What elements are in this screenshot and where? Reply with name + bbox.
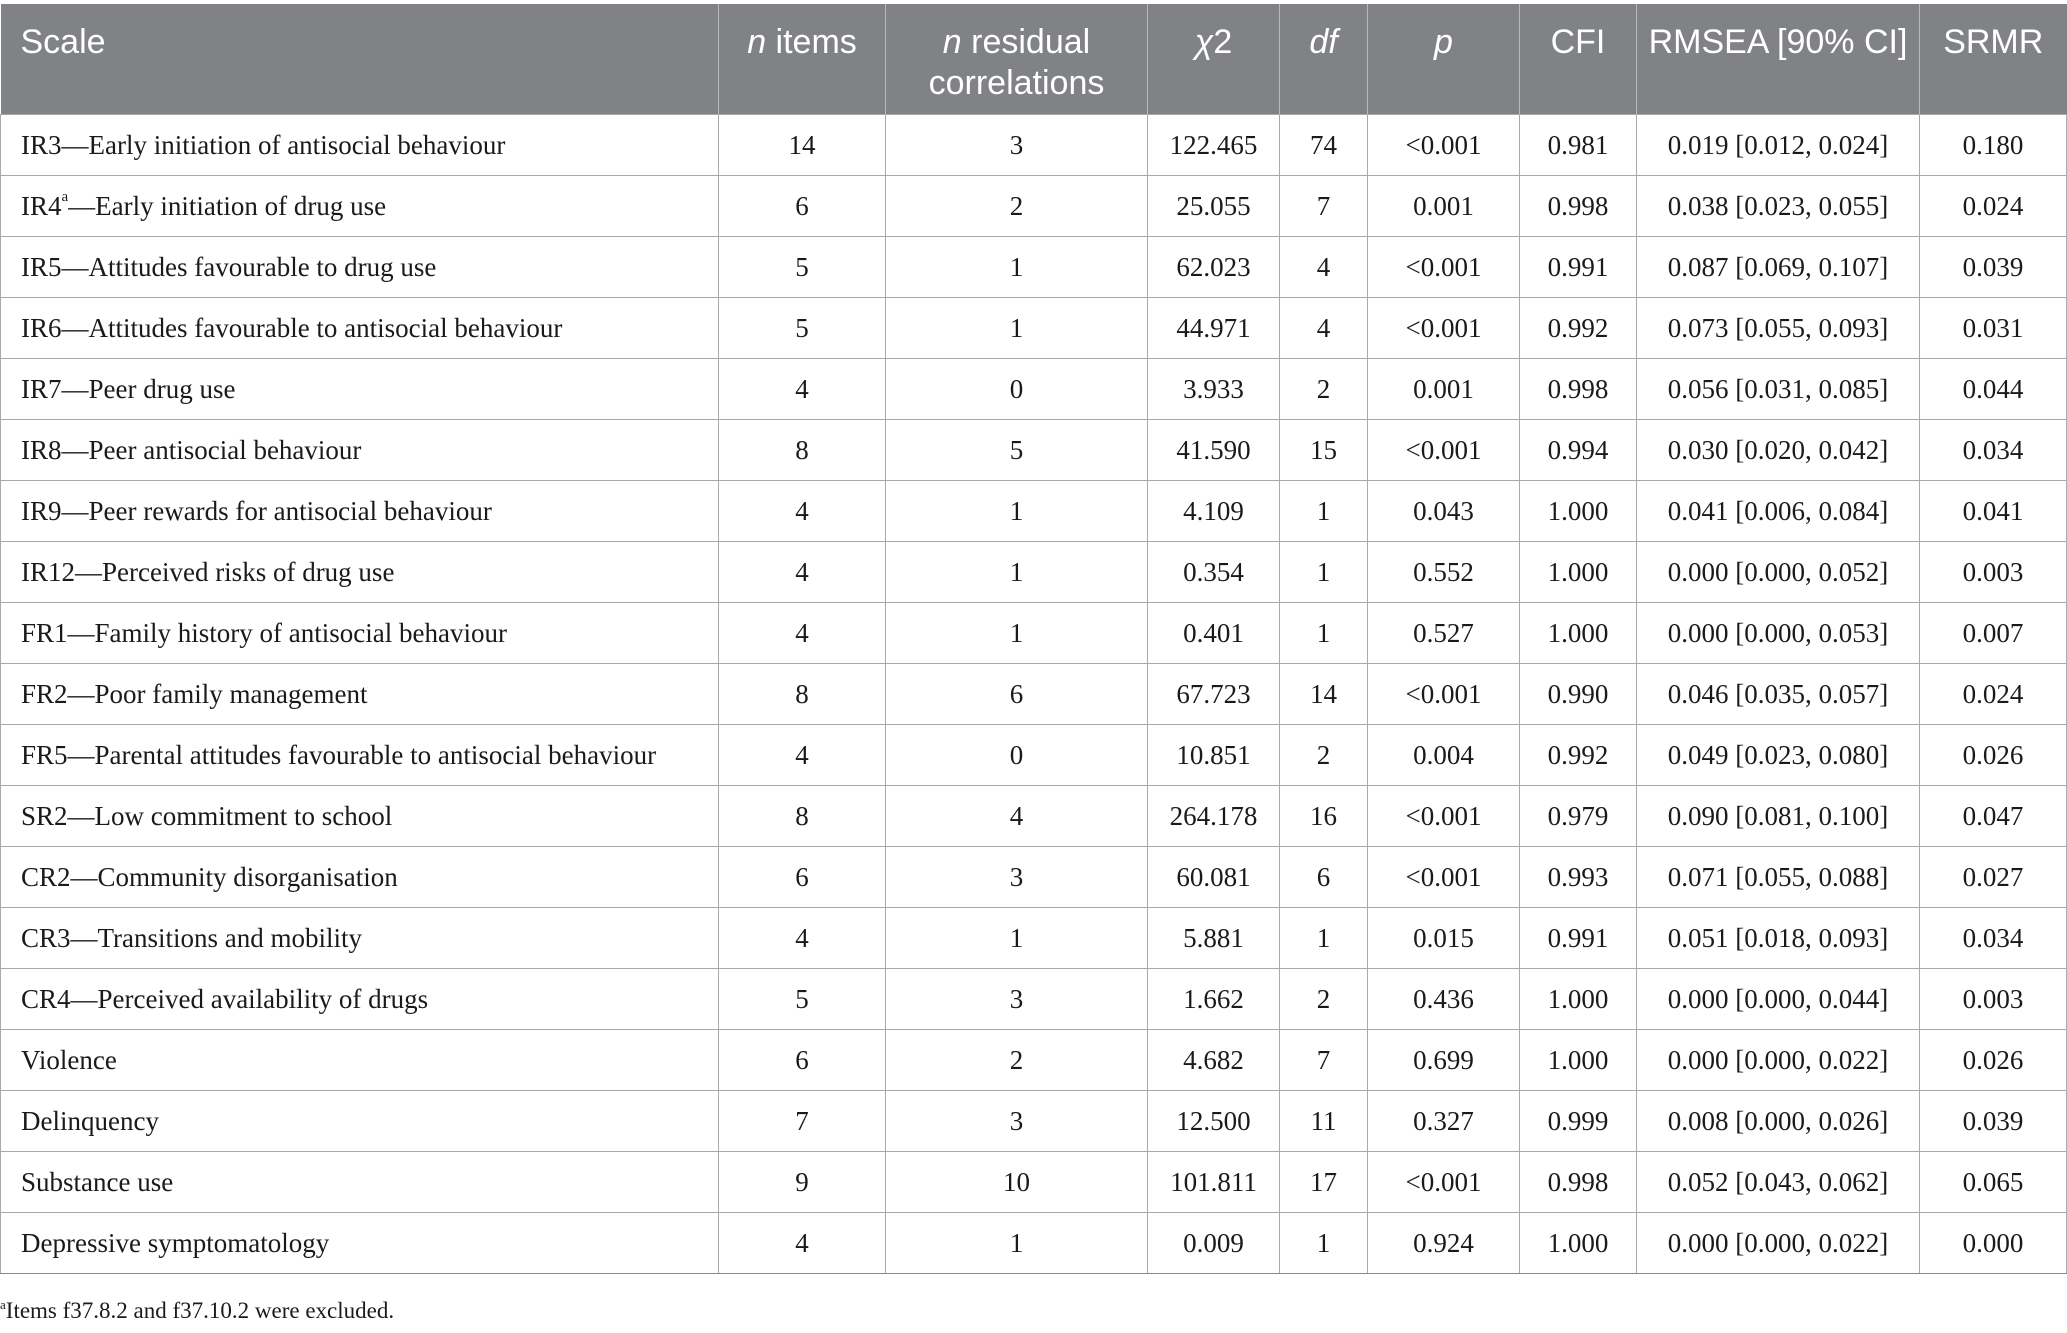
scale-name: Violence bbox=[21, 1044, 117, 1075]
table-row bbox=[1, 542, 2067, 603]
cell-p: <0.001 bbox=[1368, 664, 1520, 725]
header-row bbox=[1, 4, 2067, 115]
cell-srmr: 0.024 bbox=[1920, 176, 2067, 237]
footnote-marker: a bbox=[0, 1297, 6, 1312]
column-header-text: SRMR bbox=[1943, 23, 2044, 61]
scale-name: IR8—Peer antisocial behaviour bbox=[21, 434, 362, 465]
column-header-srmr bbox=[1920, 4, 2067, 115]
cell-df: 14 bbox=[1280, 664, 1368, 725]
cell-df: 1 bbox=[1280, 1213, 1368, 1274]
cell-chi2: 67.723 bbox=[1148, 664, 1280, 725]
column-header-italic: n bbox=[942, 23, 962, 61]
cell-srmr: 0.031 bbox=[1920, 298, 2067, 359]
cell-df: 7 bbox=[1280, 1030, 1368, 1091]
cell-n-resid: 1 bbox=[886, 481, 1148, 542]
scale-name: Substance use bbox=[21, 1166, 174, 1197]
cell-rmsea: 0.087 [0.069, 0.107] bbox=[1637, 237, 1920, 298]
column-header-text: items bbox=[766, 23, 857, 61]
cell-p: 0.327 bbox=[1368, 1091, 1520, 1152]
scale-name: FR5—Parental attitudes favourable to antisocial behaviour bbox=[21, 739, 657, 770]
cell-rmsea: 0.000 [0.000, 0.022] bbox=[1637, 1030, 1920, 1091]
cell-rmsea: 0.000 [0.000, 0.022] bbox=[1637, 1213, 1920, 1274]
cell-cfi: 0.999 bbox=[1520, 1091, 1637, 1152]
cell-p: <0.001 bbox=[1368, 420, 1520, 481]
cell-n-resid: 6 bbox=[886, 664, 1148, 725]
cell-cfi: 0.993 bbox=[1520, 847, 1637, 908]
cell-srmr: 0.047 bbox=[1920, 786, 2067, 847]
cell-n-items: 6 bbox=[719, 1030, 886, 1091]
cell-srmr: 0.026 bbox=[1920, 725, 2067, 786]
cell-p: <0.001 bbox=[1368, 786, 1520, 847]
cell-p: 0.015 bbox=[1368, 908, 1520, 969]
cell-df: 2 bbox=[1280, 969, 1368, 1030]
cell-cfi: 0.979 bbox=[1520, 786, 1637, 847]
table-footnote bbox=[0, 1298, 394, 1324]
cell-rmsea: 0.073 [0.055, 0.093] bbox=[1637, 298, 1920, 359]
table-row bbox=[1, 847, 2067, 908]
cell-rmsea: 0.056 [0.031, 0.085] bbox=[1637, 359, 1920, 420]
scale-name: SR2—Low commitment to school bbox=[21, 800, 393, 831]
scale-name: IR3—Early initiation of antisocial behaviour bbox=[21, 129, 506, 160]
table-row bbox=[1, 969, 2067, 1030]
cell-n-resid: 1 bbox=[886, 603, 1148, 664]
cell-df: 4 bbox=[1280, 298, 1368, 359]
column-header-df bbox=[1280, 4, 1368, 115]
cell-scale bbox=[1, 420, 719, 481]
cell-n-items: 7 bbox=[719, 1091, 886, 1152]
cell-p: 0.527 bbox=[1368, 603, 1520, 664]
cell-srmr: 0.039 bbox=[1920, 1091, 2067, 1152]
cell-cfi: 0.981 bbox=[1520, 115, 1637, 176]
cell-scale bbox=[1, 481, 719, 542]
table-row bbox=[1, 725, 2067, 786]
cell-scale bbox=[1, 542, 719, 603]
table-row bbox=[1, 908, 2067, 969]
table-row bbox=[1, 176, 2067, 237]
scale-name: FR1—Family history of antisocial behaviour bbox=[21, 617, 507, 648]
cell-srmr: 0.024 bbox=[1920, 664, 2067, 725]
cell-scale bbox=[1, 115, 719, 176]
scale-name: IR12—Perceived risks of drug use bbox=[21, 556, 395, 587]
scale-name: Delinquency bbox=[21, 1105, 159, 1136]
table-row bbox=[1, 664, 2067, 725]
column-header-n_items bbox=[719, 4, 886, 115]
scale-name: IR9—Peer rewards for antisocial behaviour bbox=[21, 495, 492, 526]
cell-n-resid: 3 bbox=[886, 969, 1148, 1030]
cell-scale bbox=[1, 359, 719, 420]
cell-n-resid: 0 bbox=[886, 725, 1148, 786]
cell-srmr: 0.180 bbox=[1920, 115, 2067, 176]
cell-chi2: 122.465 bbox=[1148, 115, 1280, 176]
cell-cfi: 0.998 bbox=[1520, 1152, 1637, 1213]
cell-p: 0.436 bbox=[1368, 969, 1520, 1030]
cell-chi2: 3.933 bbox=[1148, 359, 1280, 420]
cell-cfi: 1.000 bbox=[1520, 481, 1637, 542]
model-fit-table bbox=[0, 4, 2067, 1274]
cell-n-items: 6 bbox=[719, 176, 886, 237]
scale-name: IR5—Attitudes favourable to drug use bbox=[21, 251, 437, 282]
cell-n-items: 9 bbox=[719, 1152, 886, 1213]
cell-p: 0.001 bbox=[1368, 176, 1520, 237]
cell-cfi: 0.991 bbox=[1520, 908, 1637, 969]
column-header-p bbox=[1368, 4, 1520, 115]
cell-srmr: 0.034 bbox=[1920, 420, 2067, 481]
cell-chi2: 62.023 bbox=[1148, 237, 1280, 298]
cell-n-items: 4 bbox=[719, 542, 886, 603]
cell-srmr: 0.044 bbox=[1920, 359, 2067, 420]
cell-srmr: 0.027 bbox=[1920, 847, 2067, 908]
scale-name: IR7—Peer drug use bbox=[21, 373, 236, 404]
cell-chi2: 12.500 bbox=[1148, 1091, 1280, 1152]
cell-scale bbox=[1, 603, 719, 664]
cell-df: 1 bbox=[1280, 542, 1368, 603]
cell-df: 1 bbox=[1280, 481, 1368, 542]
cell-p: 0.004 bbox=[1368, 725, 1520, 786]
column-header-text: CFI bbox=[1550, 23, 1606, 61]
cell-srmr: 0.000 bbox=[1920, 1213, 2067, 1274]
cell-p: <0.001 bbox=[1368, 298, 1520, 359]
column-header-italic: p bbox=[1434, 23, 1453, 61]
cell-n-items: 5 bbox=[719, 969, 886, 1030]
cell-chi2: 1.662 bbox=[1148, 969, 1280, 1030]
cell-rmsea: 0.030 [0.020, 0.042] bbox=[1637, 420, 1920, 481]
cell-df: 15 bbox=[1280, 420, 1368, 481]
cell-n-items: 8 bbox=[719, 786, 886, 847]
cell-rmsea: 0.000 [0.000, 0.053] bbox=[1637, 603, 1920, 664]
cell-cfi: 1.000 bbox=[1520, 969, 1637, 1030]
cell-srmr: 0.039 bbox=[1920, 237, 2067, 298]
column-header-text: residual correlations bbox=[928, 23, 1105, 102]
scale-name-rest: —Early initiation of drug use bbox=[68, 190, 387, 221]
column-header-italic: χ bbox=[1194, 23, 1214, 61]
table-row bbox=[1, 1030, 2067, 1091]
table-row bbox=[1, 1152, 2067, 1213]
column-header-cfi bbox=[1520, 4, 1637, 115]
cell-chi2: 10.851 bbox=[1148, 725, 1280, 786]
cell-p: <0.001 bbox=[1368, 1152, 1520, 1213]
cell-n-resid: 3 bbox=[886, 847, 1148, 908]
cell-scale bbox=[1, 1213, 719, 1274]
cell-n-resid: 4 bbox=[886, 786, 1148, 847]
table-row bbox=[1, 359, 2067, 420]
cell-df: 1 bbox=[1280, 603, 1368, 664]
cell-df: 6 bbox=[1280, 847, 1368, 908]
cell-scale bbox=[1, 1030, 719, 1091]
cell-cfi: 1.000 bbox=[1520, 603, 1637, 664]
scale-name: Depressive symptomatology bbox=[21, 1227, 330, 1258]
cell-cfi: 0.998 bbox=[1520, 359, 1637, 420]
cell-cfi: 1.000 bbox=[1520, 542, 1637, 603]
cell-cfi: 0.992 bbox=[1520, 298, 1637, 359]
column-header-rmsea bbox=[1637, 4, 1920, 115]
cell-rmsea: 0.000 [0.000, 0.044] bbox=[1637, 969, 1920, 1030]
cell-df: 17 bbox=[1280, 1152, 1368, 1213]
cell-chi2: 4.682 bbox=[1148, 1030, 1280, 1091]
table-body bbox=[1, 115, 2067, 1274]
cell-srmr: 0.034 bbox=[1920, 908, 2067, 969]
cell-n-resid: 2 bbox=[886, 1030, 1148, 1091]
cell-n-items: 8 bbox=[719, 420, 886, 481]
cell-cfi: 0.992 bbox=[1520, 725, 1637, 786]
cell-scale bbox=[1, 847, 719, 908]
cell-scale bbox=[1, 298, 719, 359]
cell-n-items: 4 bbox=[719, 481, 886, 542]
cell-n-items: 14 bbox=[719, 115, 886, 176]
cell-chi2: 60.081 bbox=[1148, 847, 1280, 908]
cell-srmr: 0.007 bbox=[1920, 603, 2067, 664]
cell-scale bbox=[1, 237, 719, 298]
cell-df: 2 bbox=[1280, 359, 1368, 420]
cell-chi2: 25.055 bbox=[1148, 176, 1280, 237]
cell-srmr: 0.026 bbox=[1920, 1030, 2067, 1091]
cell-df: 2 bbox=[1280, 725, 1368, 786]
cell-n-resid: 1 bbox=[886, 237, 1148, 298]
cell-srmr: 0.003 bbox=[1920, 542, 2067, 603]
cell-srmr: 0.003 bbox=[1920, 969, 2067, 1030]
cell-n-items: 8 bbox=[719, 664, 886, 725]
cell-rmsea: 0.000 [0.000, 0.052] bbox=[1637, 542, 1920, 603]
cell-rmsea: 0.071 [0.055, 0.088] bbox=[1637, 847, 1920, 908]
cell-n-resid: 1 bbox=[886, 908, 1148, 969]
table-row bbox=[1, 786, 2067, 847]
table-container bbox=[0, 4, 2067, 1274]
cell-srmr: 0.065 bbox=[1920, 1152, 2067, 1213]
cell-rmsea: 0.046 [0.035, 0.057] bbox=[1637, 664, 1920, 725]
cell-rmsea: 0.041 [0.006, 0.084] bbox=[1637, 481, 1920, 542]
cell-p: 0.699 bbox=[1368, 1030, 1520, 1091]
cell-scale bbox=[1, 786, 719, 847]
table-row bbox=[1, 481, 2067, 542]
scale-name: CR2—Community disorganisation bbox=[21, 861, 398, 892]
cell-n-items: 4 bbox=[719, 359, 886, 420]
cell-n-resid: 10 bbox=[886, 1152, 1148, 1213]
cell-df: 11 bbox=[1280, 1091, 1368, 1152]
cell-chi2: 0.009 bbox=[1148, 1213, 1280, 1274]
column-header-italic: df bbox=[1309, 23, 1338, 61]
cell-rmsea: 0.038 [0.023, 0.055] bbox=[1637, 176, 1920, 237]
cell-p: <0.001 bbox=[1368, 847, 1520, 908]
cell-p: 0.924 bbox=[1368, 1213, 1520, 1274]
cell-df: 74 bbox=[1280, 115, 1368, 176]
cell-scale bbox=[1, 1091, 719, 1152]
cell-n-items: 4 bbox=[719, 1213, 886, 1274]
scale-name: IR4 bbox=[21, 190, 62, 221]
cell-p: <0.001 bbox=[1368, 237, 1520, 298]
table-row bbox=[1, 115, 2067, 176]
cell-p: 0.552 bbox=[1368, 542, 1520, 603]
cell-chi2: 264.178 bbox=[1148, 786, 1280, 847]
table-row bbox=[1, 420, 2067, 481]
cell-n-items: 4 bbox=[719, 908, 886, 969]
scale-name: IR6—Attitudes favourable to antisocial behaviour bbox=[21, 312, 563, 343]
cell-chi2: 44.971 bbox=[1148, 298, 1280, 359]
cell-df: 1 bbox=[1280, 908, 1368, 969]
cell-cfi: 0.990 bbox=[1520, 664, 1637, 725]
cell-cfi: 0.991 bbox=[1520, 237, 1637, 298]
column-header-text: Scale bbox=[20, 23, 106, 61]
scale-name: FR2—Poor family management bbox=[21, 678, 368, 709]
cell-srmr: 0.041 bbox=[1920, 481, 2067, 542]
cell-cfi: 1.000 bbox=[1520, 1213, 1637, 1274]
cell-n-resid: 1 bbox=[886, 1213, 1148, 1274]
cell-scale bbox=[1, 664, 719, 725]
cell-chi2: 5.881 bbox=[1148, 908, 1280, 969]
cell-cfi: 1.000 bbox=[1520, 1030, 1637, 1091]
cell-n-items: 4 bbox=[719, 603, 886, 664]
footnote-text: Items f37.8.2 and f37.10.2 were excluded. bbox=[5, 1298, 395, 1323]
cell-scale bbox=[1, 725, 719, 786]
column-header-n_resid bbox=[886, 4, 1148, 115]
cell-df: 4 bbox=[1280, 237, 1368, 298]
cell-scale bbox=[1, 908, 719, 969]
table-row bbox=[1, 1213, 2067, 1274]
cell-rmsea: 0.051 [0.018, 0.093] bbox=[1637, 908, 1920, 969]
cell-chi2: 0.401 bbox=[1148, 603, 1280, 664]
scale-name: CR3—Transitions and mobility bbox=[21, 922, 363, 953]
cell-n-items: 4 bbox=[719, 725, 886, 786]
cell-chi2: 4.109 bbox=[1148, 481, 1280, 542]
cell-rmsea: 0.019 [0.012, 0.024] bbox=[1637, 115, 1920, 176]
column-header-italic: n bbox=[747, 23, 767, 61]
cell-df: 16 bbox=[1280, 786, 1368, 847]
cell-p: 0.001 bbox=[1368, 359, 1520, 420]
cell-n-resid: 3 bbox=[886, 115, 1148, 176]
cell-n-resid: 0 bbox=[886, 359, 1148, 420]
cell-cfi: 0.994 bbox=[1520, 420, 1637, 481]
column-header-text: RMSEA [90% CI] bbox=[1648, 23, 1908, 61]
cell-p: 0.043 bbox=[1368, 481, 1520, 542]
column-header-scale bbox=[1, 4, 719, 115]
table-row bbox=[1, 237, 2067, 298]
cell-n-resid: 1 bbox=[886, 542, 1148, 603]
cell-rmsea: 0.049 [0.023, 0.080] bbox=[1637, 725, 1920, 786]
scale-name: CR4—Perceived availability of drugs bbox=[21, 983, 429, 1014]
cell-n-items: 5 bbox=[719, 237, 886, 298]
cell-rmsea: 0.090 [0.081, 0.100] bbox=[1637, 786, 1920, 847]
cell-rmsea: 0.052 [0.043, 0.062] bbox=[1637, 1152, 1920, 1213]
cell-df: 7 bbox=[1280, 176, 1368, 237]
cell-scale bbox=[1, 176, 719, 237]
cell-scale bbox=[1, 1152, 719, 1213]
column-header-text: 2 bbox=[1213, 23, 1233, 61]
cell-n-items: 5 bbox=[719, 298, 886, 359]
cell-n-resid: 5 bbox=[886, 420, 1148, 481]
cell-chi2: 41.590 bbox=[1148, 420, 1280, 481]
cell-p: <0.001 bbox=[1368, 115, 1520, 176]
cell-rmsea: 0.008 [0.000, 0.026] bbox=[1637, 1091, 1920, 1152]
cell-chi2: 101.811 bbox=[1148, 1152, 1280, 1213]
cell-scale bbox=[1, 969, 719, 1030]
table-row bbox=[1, 1091, 2067, 1152]
table-row bbox=[1, 603, 2067, 664]
cell-cfi: 0.998 bbox=[1520, 176, 1637, 237]
cell-n-resid: 3 bbox=[886, 1091, 1148, 1152]
cell-n-items: 6 bbox=[719, 847, 886, 908]
column-header-chi2 bbox=[1148, 4, 1280, 115]
table-row bbox=[1, 298, 2067, 359]
cell-n-resid: 2 bbox=[886, 176, 1148, 237]
cell-n-resid: 1 bbox=[886, 298, 1148, 359]
footnote-marker: a bbox=[61, 188, 69, 205]
cell-chi2: 0.354 bbox=[1148, 542, 1280, 603]
